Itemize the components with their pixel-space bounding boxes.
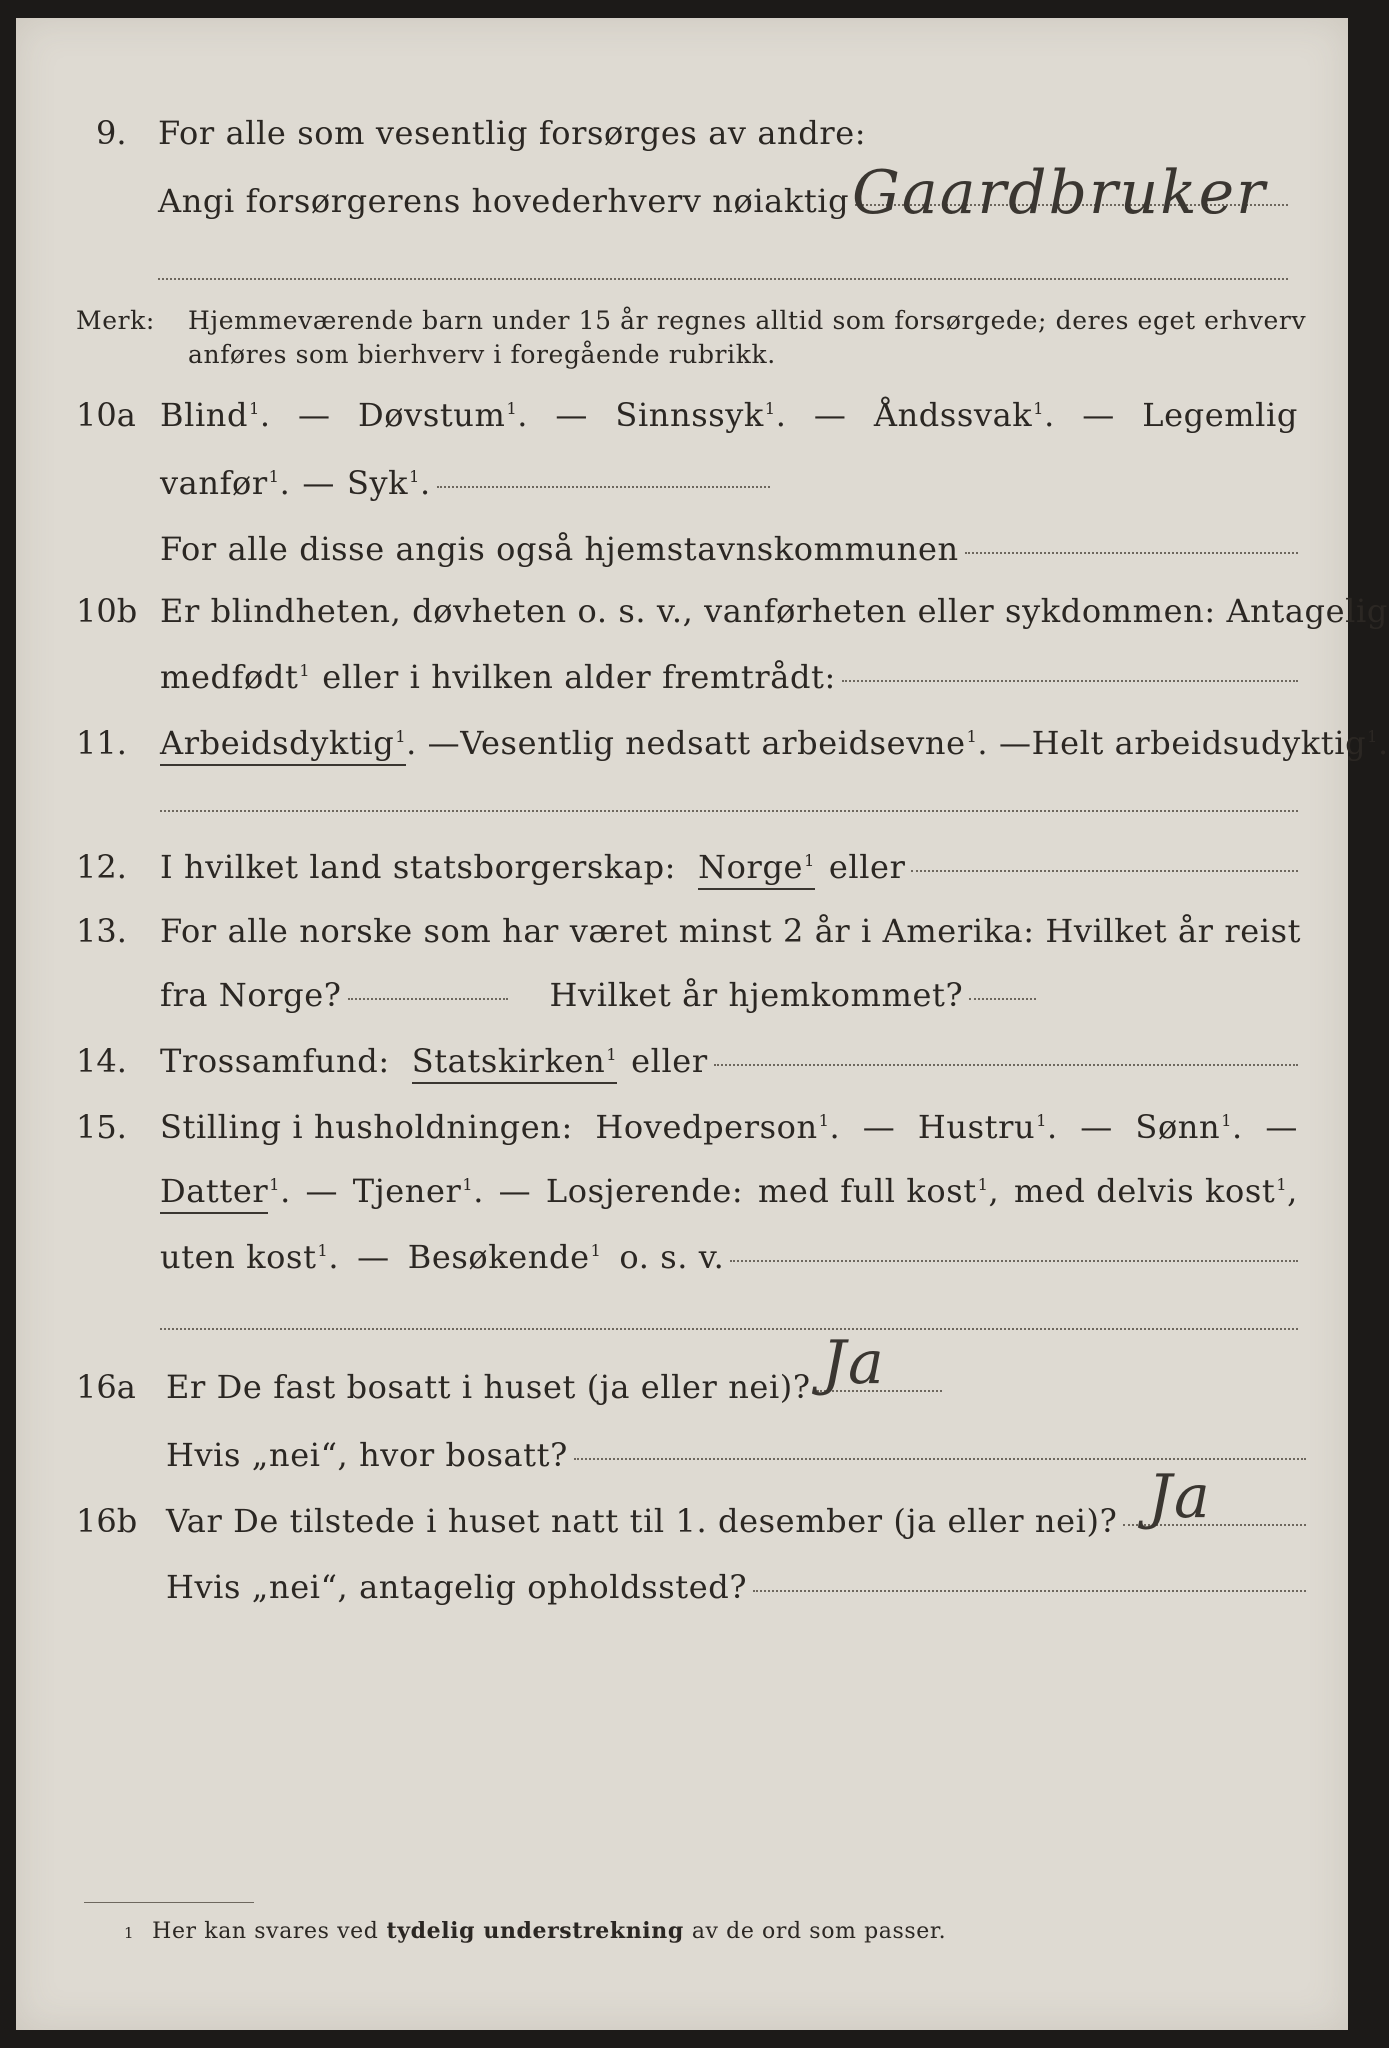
item-number-11: 11.: [76, 724, 127, 762]
item-16b-line-1: [166, 1502, 1306, 1540]
option-dovstum[interactable]: Døvstum$^1$.: [358, 396, 529, 434]
item-13-text-2a: fra Norge?: [160, 976, 342, 1014]
item-number-9: 9.: [96, 114, 127, 152]
item-16a-text-2: Hvis „nei“, hvor bosatt?: [166, 1436, 568, 1474]
item-number-15: 15.: [76, 1108, 127, 1146]
item-13-hjemkommet-line[interactable]: [969, 998, 1036, 1000]
item-16a-line-2: [166, 1436, 1306, 1474]
item-15-extra-line: [160, 1328, 1298, 1330]
option-syk[interactable]: Syk$^1$.: [346, 464, 431, 502]
option-datter[interactable]: Datter$^1$.: [160, 1172, 291, 1210]
note-label: Merk:: [76, 306, 155, 335]
option-norge[interactable]: Norge$^1$: [698, 848, 815, 890]
census-form-page: [16, 18, 1389, 2030]
option-nedsatt-arbeidsevne[interactable]: Vesentlig nedsatt arbeidsevne$^1$: [460, 724, 978, 762]
option-arbeidsdyktig[interactable]: Arbeidsdyktig$^1$: [160, 724, 406, 766]
item-13-reist-line[interactable]: [348, 998, 508, 1000]
option-uten-kost[interactable]: uten kost$^1$.: [160, 1238, 340, 1276]
item-number-10a: 10a: [76, 396, 136, 434]
item-15-losjerende-label: Losjerende:: [545, 1172, 744, 1210]
option-sinnssyk[interactable]: Sinnssyk$^1$.: [615, 396, 787, 434]
item-12-text: I hvilket land statsborgerskap:: [160, 848, 677, 886]
item-10b-text-2: eller i hvilken alder fremtrådt:: [322, 658, 836, 696]
item-13-text-1: For alle norske som har været minst 2 år i Amerika: Hvilket år reist: [160, 912, 1302, 950]
note-line-1: [188, 306, 1307, 335]
item-10a-line-2: vanfør$^1$. — Syk$^1$.: [160, 464, 770, 502]
item-16b-opholdssted-line[interactable]: [753, 1590, 1306, 1592]
option-blind[interactable]: Blind$^1$.: [160, 396, 271, 434]
item-9-handwritten-answer: Gaardbruker: [852, 158, 1267, 228]
item-number-16b: 16b: [76, 1502, 138, 1540]
item-15-osv: o. s. v.: [619, 1238, 725, 1276]
item-13-line-2: [160, 976, 1036, 1014]
item-14-other-faith-line[interactable]: [714, 1064, 1298, 1066]
footnote: [124, 1918, 946, 1944]
item-12-other-country-line[interactable]: [911, 870, 1298, 872]
option-delvis-kost[interactable]: med delvis kost$^1$,: [1013, 1172, 1298, 1210]
option-arbeidsudyktig[interactable]: Helt arbeidsudyktig$^1$.: [1031, 724, 1389, 762]
item-13-text-2b: Hvilket år hjemkommet?: [549, 976, 964, 1014]
item-10b-line-2: [160, 658, 1298, 696]
item-9-extra-line: [158, 278, 1288, 280]
item-15-line-3: uten kost$^1$. — Besøkende$^1$ o. s. v.: [160, 1238, 1298, 1276]
item-16b-line-2: [166, 1568, 1306, 1606]
item-number-13: 13.: [76, 912, 127, 950]
item-10b-age-line[interactable]: [842, 680, 1298, 682]
item-10b-line-1: [160, 592, 1388, 630]
option-full-kost[interactable]: med full kost$^1$,: [757, 1172, 1000, 1210]
item-number-12: 12.: [76, 848, 127, 886]
item-15-line-2: Datter$^1$. — Tjener$^1$. — Losjerende: med full kost$^1$, med delvis kost$^1$,: [160, 1172, 1298, 1210]
footnote-mark: 1: [124, 1924, 135, 1942]
option-tjener[interactable]: Tjener$^1$.: [352, 1172, 484, 1210]
footnote-text-b: tydelig understrekning: [386, 1918, 684, 1944]
item-9-line-1: [158, 114, 1308, 152]
item-10a-line-1: Blind$^1$. — Døvstum$^1$. — Sinnssyk$^1$. — Åndssvak$^1$. — Legemlig: [160, 396, 1298, 434]
item-16b-handwritten-answer: Ja: [1148, 1462, 1212, 1532]
item-9-text-1: For alle som vesentlig forsørges av andre:: [158, 114, 867, 152]
item-16a-bosatt-line[interactable]: [574, 1458, 1306, 1460]
option-vanfor[interactable]: vanfør$^1$.: [160, 464, 291, 502]
note-text-1: Hjemmeværende barn under 15 år regnes alltid som forsørgede; deres eget erhverv: [188, 306, 1307, 335]
item-number-14: 14.: [76, 1042, 127, 1080]
item-15-other-line[interactable]: [730, 1260, 1298, 1262]
item-16b-text-1: Var De tilstede i huset natt til 1. desember (ja eller nei)?: [166, 1502, 1118, 1540]
item-10a-text-3: For alle disse angis også hjemstavnskommunen: [160, 530, 959, 568]
item-13-line-1: [160, 912, 1302, 950]
item-16a-handwritten-answer: Ja: [822, 1328, 886, 1398]
note-line-2: [188, 340, 776, 369]
footnote-text-a: Her kan svares ved: [152, 1919, 379, 1944]
item-12-eller: eller: [828, 848, 906, 886]
item-number-10b: 10b: [76, 592, 138, 630]
item-11-line-1: Arbeidsdyktig$^1$ . — Vesentlig nedsatt arbeidsevne$^1$ . — Helt arbeidsudyktig$^1$.: [160, 724, 1298, 766]
item-10a-syk-line[interactable]: [437, 486, 770, 488]
item-16a-text-1: Er De fast bosatt i huset (ja eller nei)?: [166, 1368, 811, 1406]
item-11-extra-line: [160, 810, 1298, 812]
item-15-label: Stilling i husholdningen:: [160, 1108, 573, 1146]
item-10b-text-1: Er blindheten, døvheten o. s. v., vanførheten eller sykdommen: Antagelig: [160, 592, 1388, 630]
note-text-2: anføres som bierhverv i foregående rubrikk.: [188, 340, 776, 369]
item-12-line: [160, 848, 1298, 890]
item-15-line-1: Stilling i husholdningen: Hovedperson$^1$. — Hustru$^1$. — Sønn$^1$. —: [160, 1108, 1298, 1146]
item-16b-text-2: Hvis „nei“, antagelig opholdssted?: [166, 1568, 748, 1606]
option-sonn[interactable]: Sønn$^1$.: [1135, 1108, 1243, 1146]
option-hustru[interactable]: Hustru$^1$.: [917, 1108, 1058, 1146]
option-besokende[interactable]: Besøkende$^1$: [407, 1238, 602, 1276]
footnote-separator: [84, 1902, 254, 1903]
item-14-text: Trossamfund:: [160, 1042, 390, 1080]
item-9-text-2: Angi forsørgerens hovederhverv nøiaktig: [158, 182, 850, 220]
item-10a-hjemstavn-line[interactable]: [965, 552, 1298, 554]
option-legemlig-label: Legemlig: [1142, 396, 1298, 434]
item-number-16a: 16a: [76, 1368, 136, 1406]
option-andssvak[interactable]: Åndssvak$^1$.: [873, 396, 1055, 434]
item-10a-line-3: [160, 530, 1298, 568]
option-statskirken[interactable]: Statskirken$^1$: [412, 1042, 617, 1084]
item-14-line: [160, 1042, 1298, 1084]
option-hovedperson[interactable]: Hovedperson$^1$.: [595, 1108, 841, 1146]
footnote-text-c: av de ord som passer.: [691, 1919, 947, 1944]
option-medfodt[interactable]: medfødt$^1$: [160, 658, 311, 696]
item-14-eller: eller: [631, 1042, 708, 1080]
